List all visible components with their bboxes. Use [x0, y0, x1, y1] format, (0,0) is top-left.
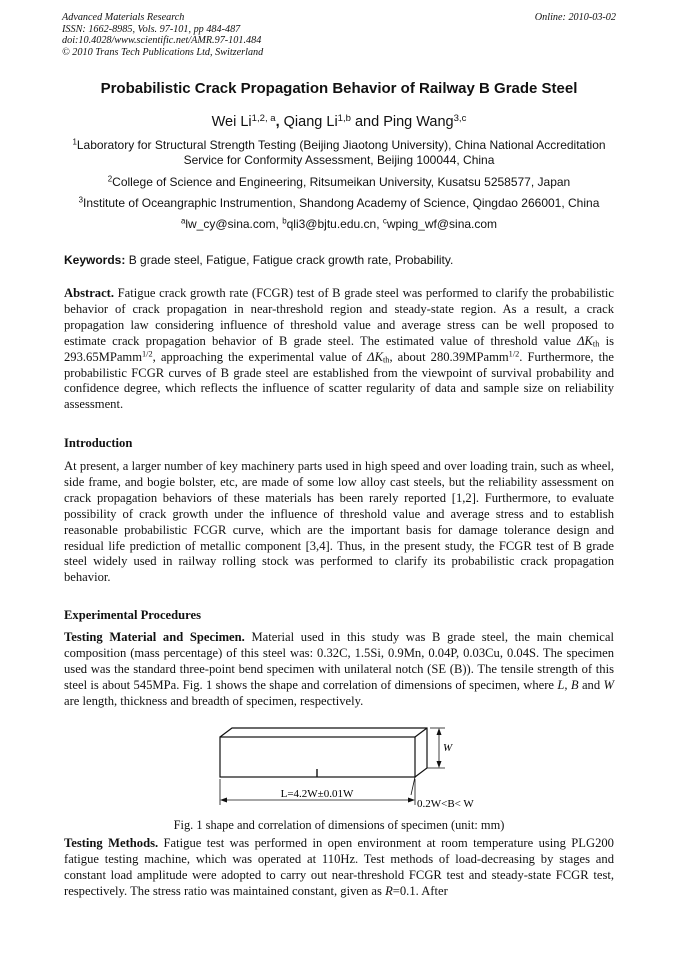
figure-label-thickness: 0.2W<B< W	[417, 798, 474, 810]
author-separator: ,	[275, 114, 280, 130]
email-link[interactable]: qli3@bjtu.edu.cn,	[286, 217, 383, 231]
affiliation-sup: 1	[72, 137, 77, 147]
abstract-text: , about 280.39MPamm	[389, 349, 509, 364]
journal-header	[62, 12, 263, 58]
introduction-text: At present, a larger number of key machinery parts used in high speed and over loading train, such as wheel, side frame, and bogie bolster, etc, are made of some low alloy cast steels, but the reliability assessment on crack propagation behaviors of these materials has been rarely reported [1,2]. Furthermore, to evaluate possibility of crack growth under the influence of threshold value and average stress and to establish reasonable probabilistic FCGR curve, which are the important basis for damage tolerance design and residual life prediction of metallic component [3,4]. Thus, in the present study, the FCGR test of B grade steel widely used in railway rolling stock was performed to clarify its probabilistic crack propagation behavior.	[64, 459, 614, 585]
arrow-head	[408, 798, 415, 803]
email-link[interactable]: wping_wf@sina.com	[386, 217, 498, 231]
keywords-text: B grade steel, Fatigue, Fatigue crack growth rate, Probability.	[125, 253, 454, 267]
affiliation-sup: 3	[78, 195, 84, 205]
doi-line: doi:10.4028/www.scientific.net/AMR.97-101.484	[62, 35, 262, 47]
paragraph-text: ,	[564, 677, 571, 692]
journal-name: Advanced Materials Research	[62, 12, 185, 23]
affiliation-text: Laboratory for Structural Strength Testing (Beijing Jiaotong University), China National Accreditation Service for Conformity Assessment, Beijing 100044, China	[76, 138, 606, 167]
figure-label-w: W	[443, 742, 453, 754]
author-name: Wei Li	[211, 114, 252, 130]
arrow-head	[437, 728, 442, 735]
delta-k-symbol: ΔK	[577, 333, 593, 348]
email-sup: b	[282, 216, 287, 226]
figure-label-length: L=4.2W±0.01W	[280, 788, 354, 800]
testing-methods-label: Testing Methods.	[64, 836, 159, 850]
symbol-r: R	[385, 883, 393, 898]
affiliation-sup: 2	[107, 174, 113, 184]
abstract-label: Abstract.	[64, 286, 115, 300]
email-link[interactable]: lw_cy@sina.com,	[185, 217, 283, 231]
symbol-l: L	[557, 677, 565, 692]
author-sup: 1,b	[337, 112, 351, 124]
email-sup: a	[180, 216, 186, 226]
unit-exponent: 1/2	[508, 349, 520, 359]
copyright-line: © 2010 Trans Tech Publications Ltd, Switzerland	[62, 46, 264, 58]
affiliation-2	[60, 175, 618, 190]
affiliation-3	[40, 196, 638, 211]
specimen-figure	[205, 715, 505, 815]
arrow-head	[437, 761, 442, 768]
paragraph-text: Material used in this study was B grade steel, the main chemical composition (mass percentage) of this steel was: 0.32C, 1.5Si, 0.9Mn, 0.04P, 0.03Cu, 0.04S. The specimen used was the standard three-point bend specimen with unilateral notch (SE (B)). The tensile strength of this steel is about 545MPa. Fig. 1 shows the shape and correlation of dimensions of specimen, where	[64, 630, 614, 692]
paragraph-text: are length, thickness and breadth of specimen, respectively.	[64, 693, 364, 708]
delta-k-sub: th	[382, 355, 390, 365]
abstract	[64, 286, 614, 413]
affiliation-text: Institute of Oceangraphic Instrumention, Shandong Academy of Science, Qingdao 266001, China	[83, 196, 600, 210]
specimen-edge	[415, 728, 427, 737]
testing-material-paragraph	[64, 630, 614, 710]
unit-exponent: 1/2	[142, 349, 153, 359]
specimen-top-side	[220, 728, 427, 777]
paragraph-text: and	[578, 677, 604, 692]
abstract-text: , approaching the experimental value of	[152, 349, 368, 364]
delta-k-symbol: ΔK	[367, 349, 383, 364]
issn-line: ISSN: 1662-8985, Vols. 97-101, pp 484-487	[62, 23, 241, 35]
author-list	[40, 114, 638, 130]
testing-methods-paragraph	[64, 836, 614, 900]
paragraph-text: =0.1. After	[392, 883, 448, 898]
abstract-text: . Furthermore, the probabilistic FCGR curves of B grade steel are established from the viewpoint of survival probability and confidence degree, which reflects the influence of scatter regularity of data and sample size on reliability assessment.	[64, 349, 614, 412]
author-name: and Ping Wang	[350, 114, 454, 130]
delta-k-sub: th	[592, 339, 600, 349]
affiliation-1	[60, 138, 618, 168]
email-sup: c	[382, 216, 387, 226]
author-name: Qiang Li	[279, 114, 338, 130]
paper-title: Probabilistic Crack Propagation Behavior of Railway B Grade Steel	[100, 80, 578, 97]
affiliation-text: College of Science and Engineering, Ritsumeikan University, Kusatsu 5258577, Japan	[112, 175, 571, 189]
author-sup: 1,2, a	[251, 112, 276, 124]
email-line	[60, 217, 618, 232]
thickness-dimension-line	[411, 777, 415, 795]
keywords-label: Keywords:	[64, 253, 126, 267]
author-sup: 3,c	[453, 112, 467, 124]
abstract-text: Fatigue crack growth rate (FCGR) test of B grade steel was performed to clarify the probabilistic behavior of crack propagation in near-threshold region and steady-state region. As a result, a crack propagation law considering influence of threshold value and average stress can be well proposed to estimate crack propagation behavior of B grade steel. The estimated value of threshold value	[64, 286, 614, 348]
experimental-heading: Experimental Procedures	[64, 608, 201, 622]
introduction-heading: Introduction	[64, 436, 133, 450]
paragraph-text: Fatigue test was performed in open environment at room temperature using PLG200 fatigue testing machine, which was operated at 110Hz. Test methods of load-decreasing by stages and constant load amplitude were adopted to carry out near-threshold FCGR test and steady-state FCGR test, respectively. The stress ratio was maintained constant, given as	[64, 836, 614, 898]
abstract-text: is 293.65MPamm	[64, 333, 614, 364]
arrow-head	[220, 798, 227, 803]
figure-caption: Fig. 1 shape and correlation of dimensions of specimen (unit: mm)	[173, 818, 505, 832]
symbol-w: W	[603, 677, 615, 692]
testing-material-label: Testing Material and Specimen.	[64, 630, 245, 644]
symbol-b: B	[570, 677, 579, 692]
keywords	[64, 253, 453, 267]
online-date: Online: 2010-03-02	[534, 12, 616, 23]
